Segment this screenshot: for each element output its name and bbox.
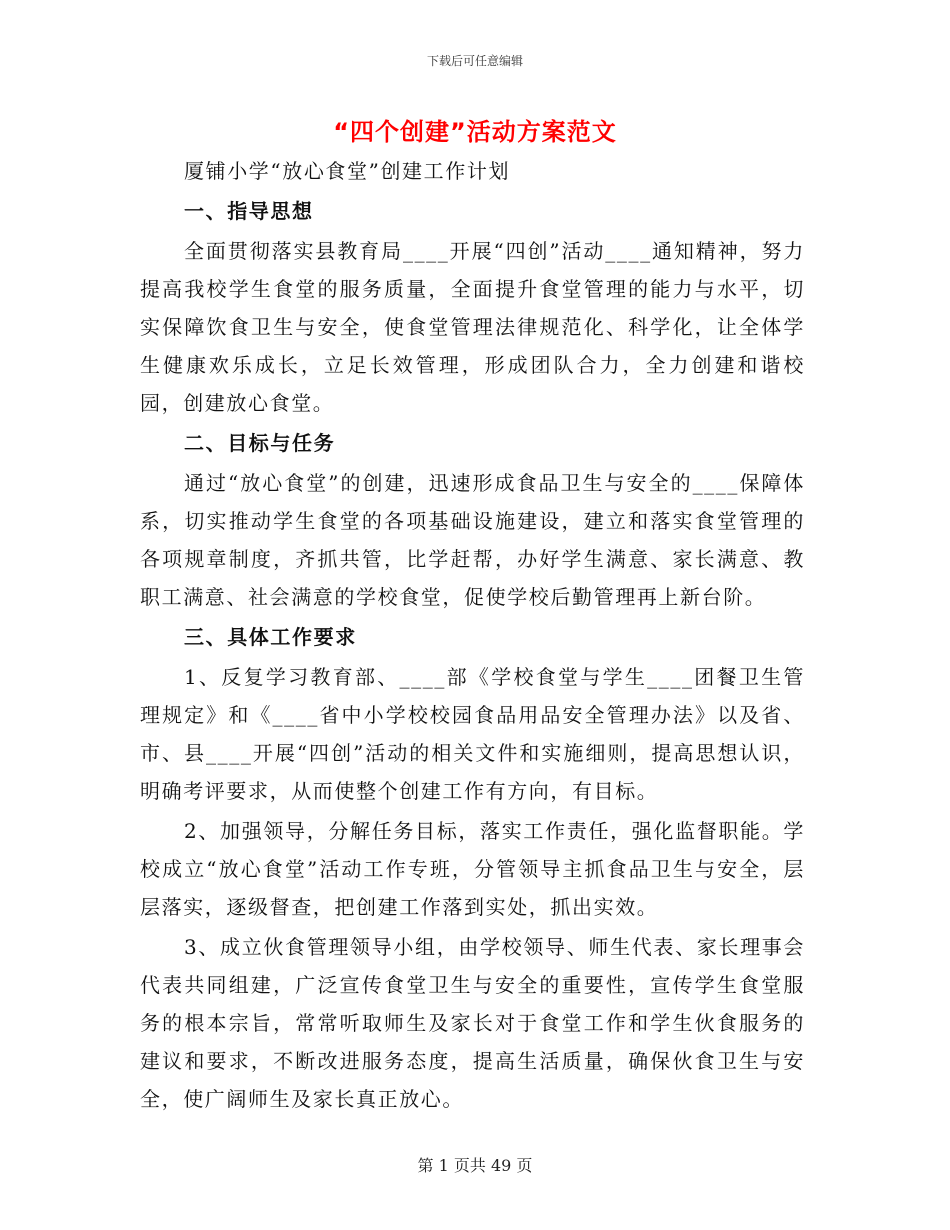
page-number-footer: 第 1 页共 49 页 [417,1156,533,1175]
paragraph-requirement-2: 2、加强领导，分解任务目标，落实工作责任，强化监督职能。学校成立“放心食堂”活动工作专班，分管领导主抓食品卫生与安全，层层落实，逐级督查，把创建工作落到实处，抓出实效。 [140,819,805,919]
header-note: 下载后可任意编辑 [426,54,523,68]
paragraph-goals-tasks: 通过“放心食堂”的创建，迅速形成食品卫生与安全的____保障体系，切实推动学生食堂的各项基础设施建设，建立和落实食堂管理的各项规章制度，齐抓共管，比学赶帮，办好学生满意、家长满意、教职工满意、社会满意的学校食堂，促使学校后勤管理再上新台阶。 [140,471,805,609]
paragraph-requirement-1: 1、反复学习教育部、____部《学校食堂与学生____团餐卫生管理规定》和《____省中小学校校园食品用品安全管理办法》以及省、市、县____开展“四创”活动的相关文件和实施细则，提高思想认识，明确考评要求，从而使整个创建工作有方向，有目标。 [140,665,805,803]
section-heading-guiding-ideology: 一、指导思想 [184,199,314,223]
document-subtitle: 厦铺小学“放心食堂”创建工作计划 [184,159,511,183]
section-heading-goals-tasks: 二、目标与任务 [184,431,336,455]
document-title: “四个创建”活动方案范文 [333,118,617,146]
section-heading-work-requirements: 三、具体工作要求 [184,625,357,649]
paragraph-requirement-3: 3、成立伙食管理领导小组，由学校领导、师生代表、家长理事会代表共同组建，广泛宣传食堂卫生与安全的重要性，宣传学生食堂服务的根本宗旨，常常听取师生及家长对于食堂工作和学生伙食服务的建议和要求，不断改进服务态度，提高生活质量，确保伙食卫生与安全，使广阔师生及家长真正放心。 [140,935,805,1111]
paragraph-guiding-ideology: 全面贯彻落实县教育局____开展“四创”活动____通知精神，努力提高我校学生食堂的服务质量，全面提升食堂管理的能力与水平，切实保障饮食卫生与安全，使食堂管理法律规范化、科学化，让全体学生健康欢乐成长，立足长效管理，形成团队合力，全力创建和谐校园，创建放心食堂。 [140,239,805,415]
document-body [140,150,805,1118]
